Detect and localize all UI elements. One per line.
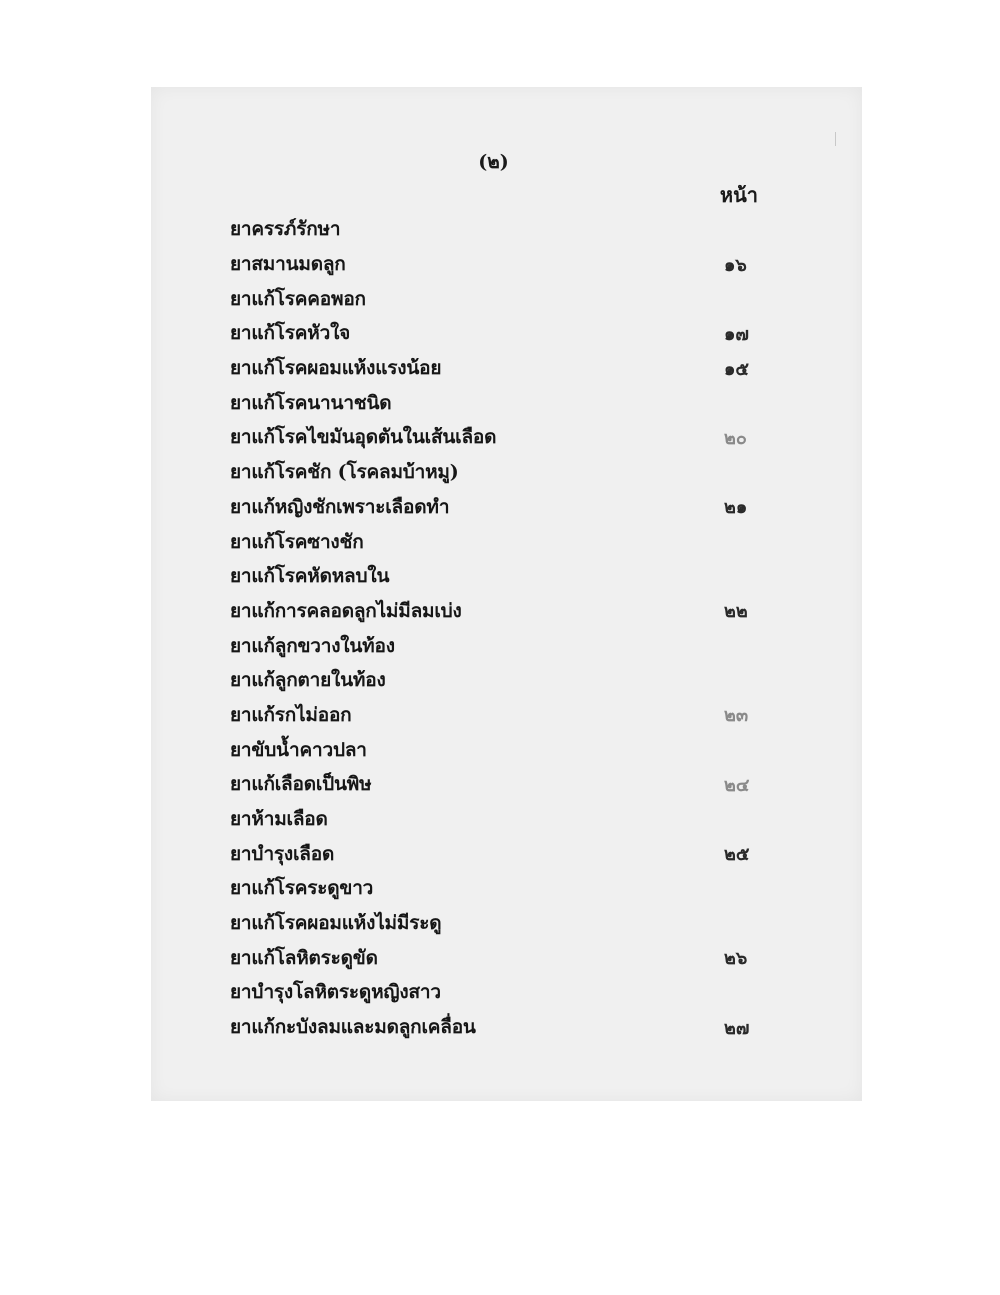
toc-entry xyxy=(230,663,760,698)
toc-title: ยาแก้รกไม่ออก xyxy=(230,703,352,726)
toc-entry xyxy=(230,281,760,316)
toc-entry xyxy=(230,490,760,525)
toc-title: ยาแก้โรคไขมันอุดตันในเส้นเลือด xyxy=(230,426,497,449)
toc-entry xyxy=(230,628,760,663)
toc-title: ยาแก้ลูกขวางในท้อง xyxy=(230,634,395,657)
toc-entry xyxy=(230,385,760,420)
toc-title: ยาแก้โรคผอมแห้งไม่มีระดู xyxy=(230,912,442,935)
toc-entry xyxy=(230,940,760,975)
toc-page-number: ๒๒ xyxy=(724,601,748,623)
toc-entry xyxy=(230,767,760,802)
toc-title: ยาครรภ์รักษา xyxy=(230,218,341,241)
toc-title: ยาห้ามเลือด xyxy=(230,808,328,831)
toc-entry xyxy=(230,351,760,386)
toc-title: ยาแก้ลูกตายในท้อง xyxy=(230,669,386,692)
toc-entry xyxy=(230,455,760,490)
page-column-header: หน้า xyxy=(719,183,758,207)
toc-entry xyxy=(230,802,760,837)
toc-entry xyxy=(230,594,760,629)
toc-page-number: ๒๔ xyxy=(724,774,750,796)
toc-title: ยาบำรุงเลือด xyxy=(230,842,335,865)
toc-entry xyxy=(230,559,760,594)
toc-title: ยาแก้โรคหัดหลบใน xyxy=(230,565,390,588)
toc-page-number: ๒๖ xyxy=(724,948,748,970)
toc-entry xyxy=(230,836,760,871)
toc-page-number: ๒๓ xyxy=(724,705,749,727)
toc-page-number: ๒๗ xyxy=(724,1017,750,1039)
toc-entry xyxy=(230,247,760,282)
scan-speck xyxy=(835,132,836,146)
toc-title: ยาแก้กะบังลมและมดลูกเคลื่อน xyxy=(230,1016,476,1039)
toc-page-number: ๑๗ xyxy=(724,323,749,345)
toc-entry xyxy=(230,698,760,733)
toc-title: ยาแก้โรคคอพอก xyxy=(230,287,366,310)
toc-title: ยาแก้โลหิตระดูขัด xyxy=(230,946,378,969)
toc-title: ยาขับน้ำคาวปลา xyxy=(230,738,367,761)
toc-page-number: ๑๖ xyxy=(724,254,747,276)
toc-title: ยาแก้โรคหัวใจ xyxy=(230,322,351,345)
toc-title: ยาแก้โรคชัก (โรคลมบ้าหมู) xyxy=(230,461,459,484)
toc-entry xyxy=(230,1010,760,1045)
toc-entry xyxy=(230,316,760,351)
toc-title: ยาแก้หญิงชักเพราะเลือดทำ xyxy=(230,495,450,518)
toc-entry xyxy=(230,420,760,455)
toc-entry xyxy=(230,975,760,1010)
table-of-contents xyxy=(230,212,760,1045)
toc-entry xyxy=(230,732,760,767)
toc-entry xyxy=(230,906,760,941)
toc-entry xyxy=(230,871,760,906)
toc-title: ยาแก้โรคผอมแห้งแรงน้อย xyxy=(230,357,442,380)
toc-title: ยาแก้การคลอดลูกไม่มีลมเบ่ง xyxy=(230,599,462,622)
toc-title: ยาแก้เลือดเป็นพิษ xyxy=(230,773,372,796)
toc-entry xyxy=(230,212,760,247)
toc-title: ยาสมานมดลูก xyxy=(230,253,346,276)
toc-page-number: ๑๕ xyxy=(724,358,750,380)
toc-title: ยาแก้โรคซางชัก xyxy=(230,530,364,553)
toc-page-number: ๒๑ xyxy=(724,497,748,519)
toc-page-number: ๒๐ xyxy=(724,427,747,449)
toc-entry xyxy=(230,524,760,559)
toc-title: ยาแก้โรคระดูขาว xyxy=(230,877,374,900)
scanned-page xyxy=(151,87,862,1101)
toc-page-number: ๒๕ xyxy=(724,844,750,866)
toc-title: ยาบำรุงโลหิตระดูหญิงสาว xyxy=(230,981,441,1004)
page-number: (๒) xyxy=(478,151,509,173)
toc-title: ยาแก้โรคนานาชนิด xyxy=(230,391,392,414)
